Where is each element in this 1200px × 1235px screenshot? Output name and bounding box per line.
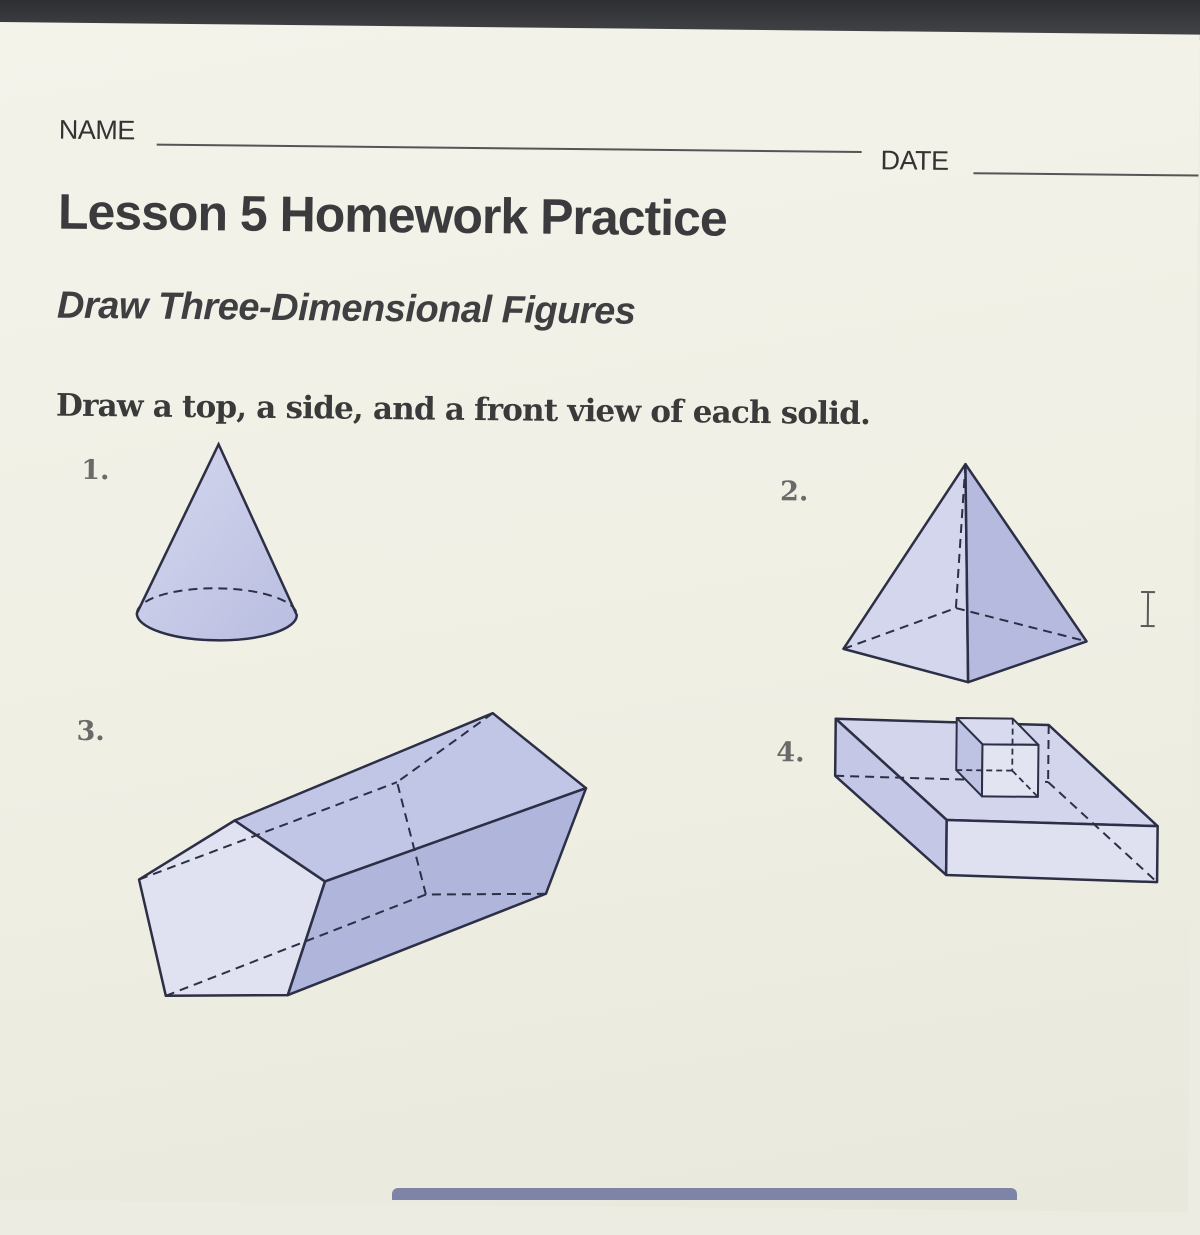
name-label: NAME <box>58 114 136 146</box>
page-subtitle: Draw Three-Dimensional Figures <box>56 284 636 333</box>
worksheet-page <box>0 22 1200 1213</box>
problem-number-2: 2. <box>779 476 809 508</box>
stacked-rectangular-prisms-figure <box>0 22 1200 1235</box>
problem-number-4: 4. <box>776 737 805 769</box>
page-title: Lesson 5 Homework Practice <box>57 183 728 247</box>
problem-number-3: 3. <box>76 715 105 748</box>
problem-number-1: 1. <box>81 454 110 487</box>
bottom-scrollbar[interactable] <box>392 1188 1017 1200</box>
date-label: DATE <box>880 145 949 176</box>
text-cursor-icon <box>1138 590 1158 628</box>
instructions-text: Draw a top, a side, and a front view of each solid. <box>55 387 871 433</box>
